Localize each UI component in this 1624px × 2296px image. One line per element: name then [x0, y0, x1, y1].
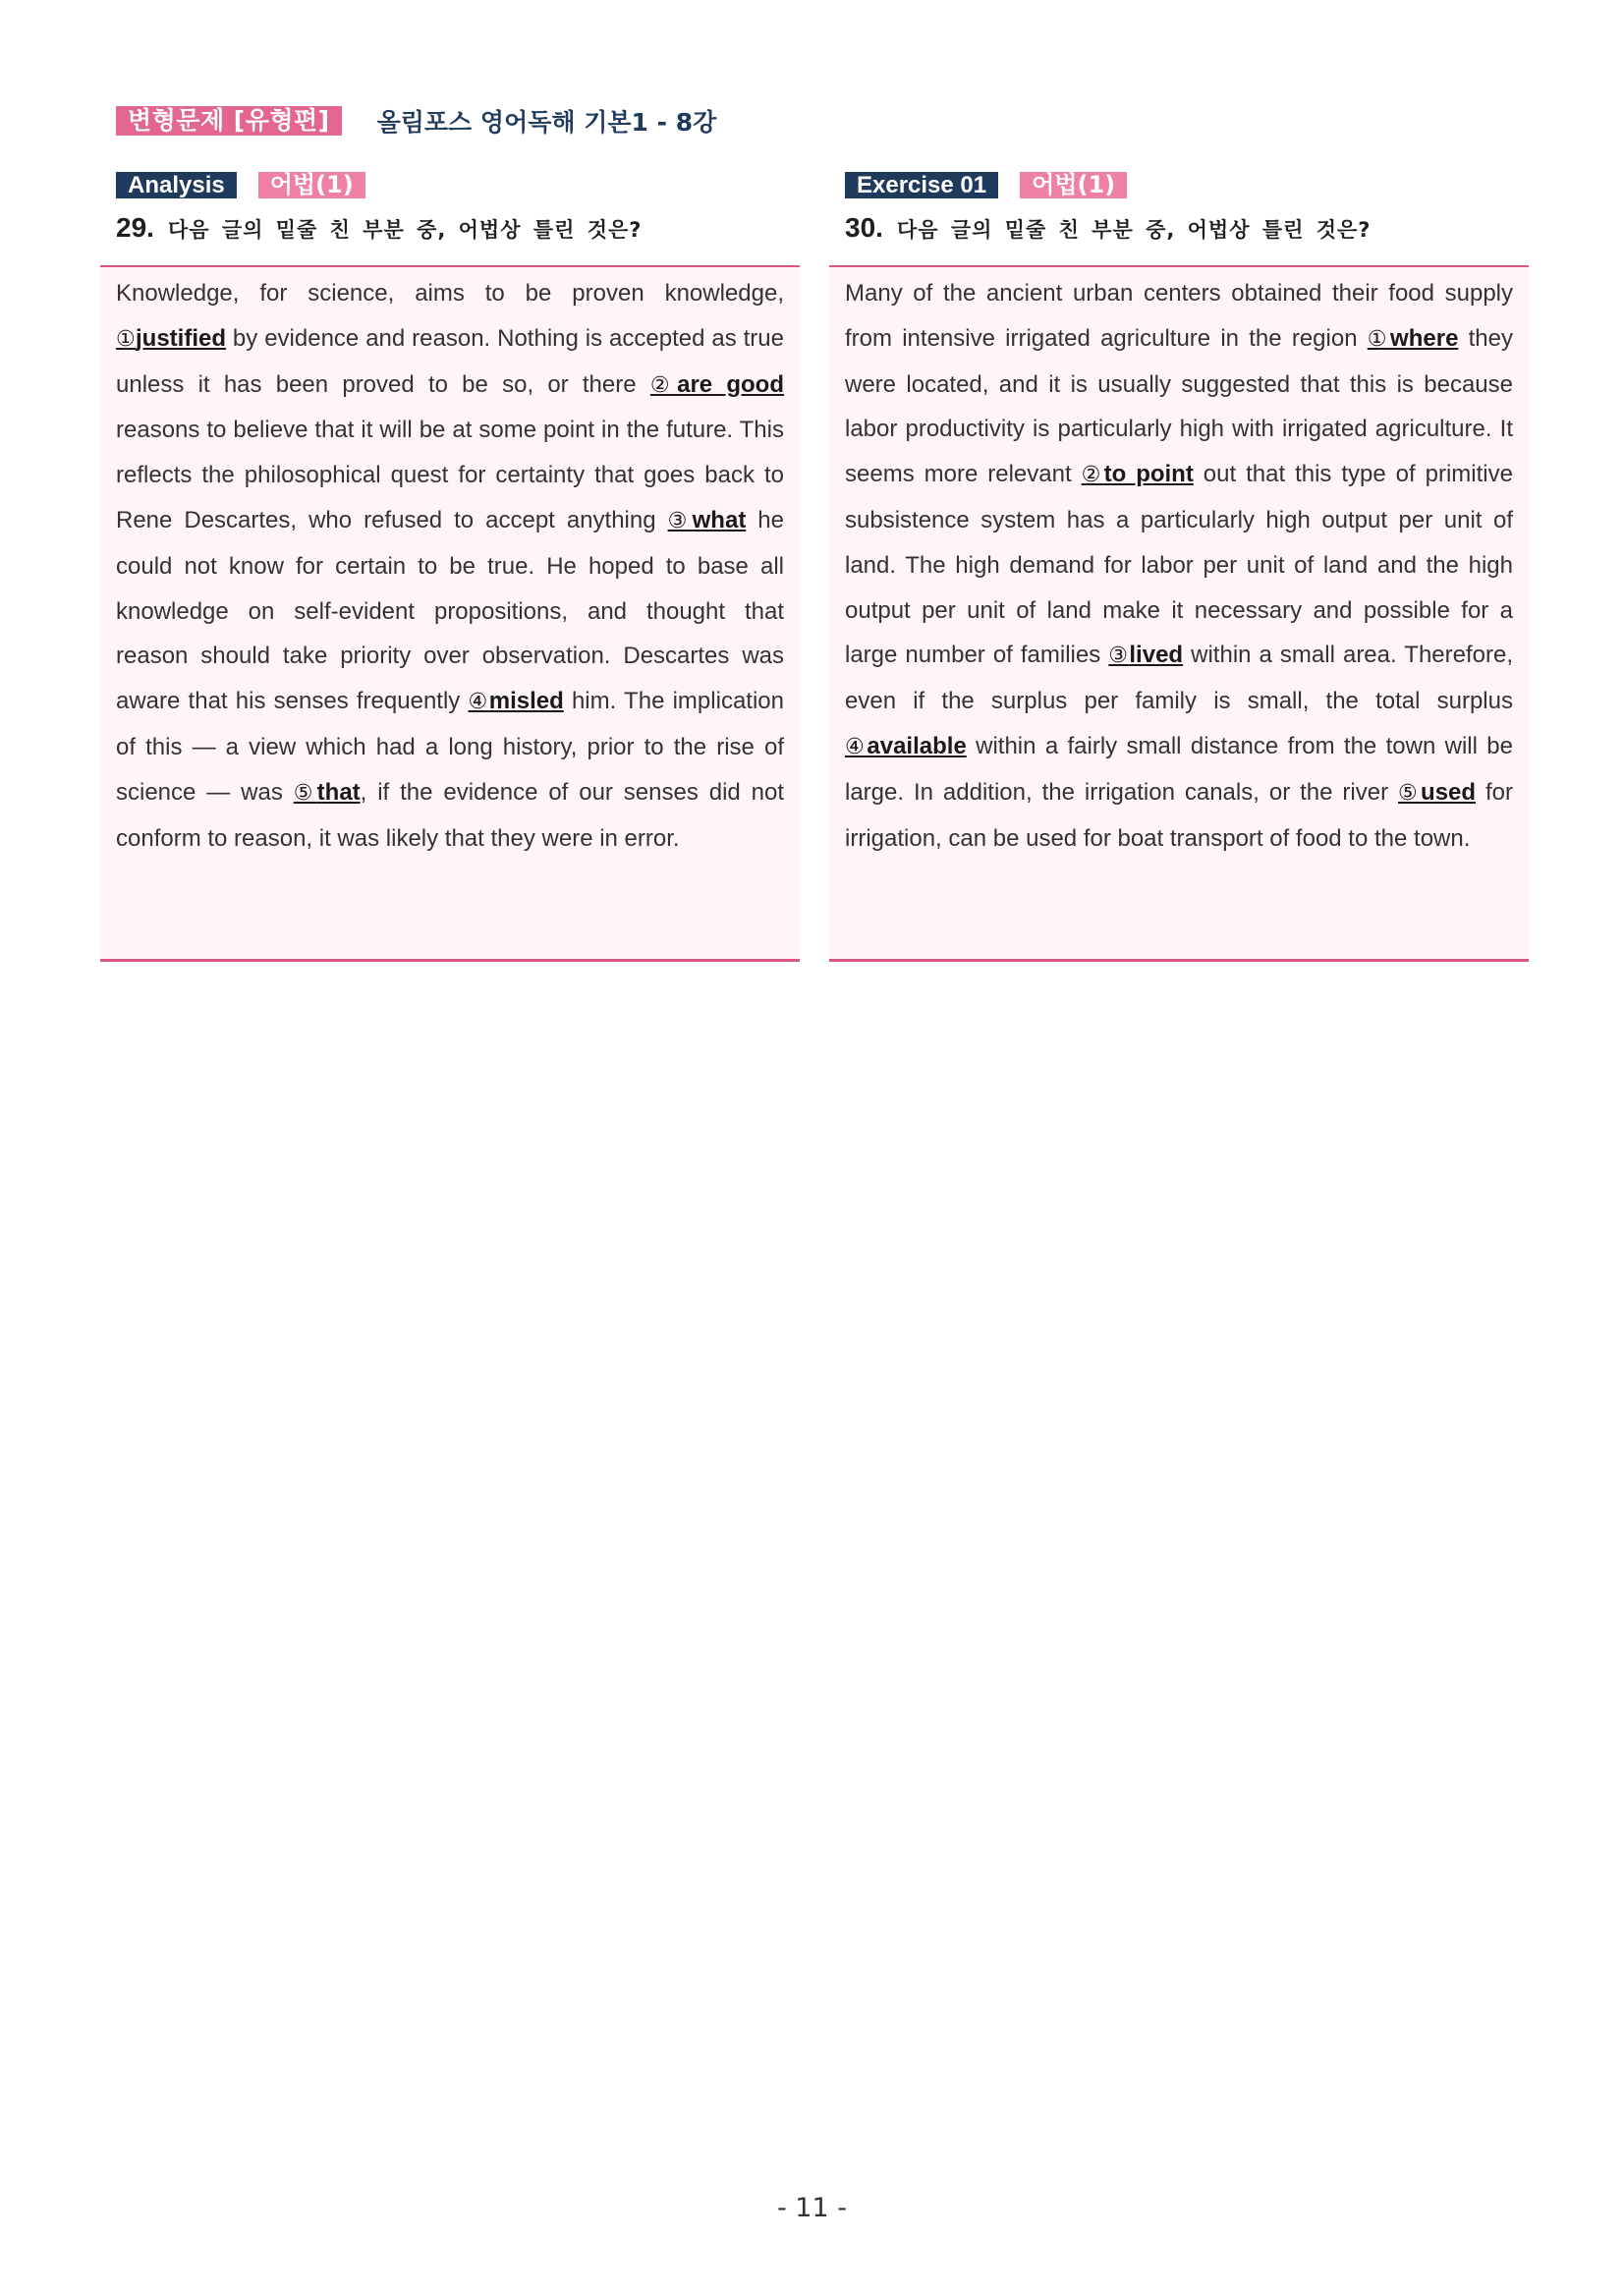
right-passage: Many of the ancient urban centers obtained their food supply from intensive irrigated agriculture in the region ①where they were located, and it is usually suggested that this is because labor productivity is particularly high with irrigated agriculture. It seems more relevant ②to point out that this type of primitive subsistence system has a particularly high output per unit of land. The high demand for labor per unit of land and the high output per unit of land make it necessary and possible for a large number of families ③lived within a small area. Therefore, even if the surplus per family is small, the total surplus ④available within a fairly small distance from the town will be large. In addition, the irrigation canals, or the river ⑤used for irrigation, can be used for boat transport of food to the town. — [845, 280, 1514, 852]
section-tag: 변형문제 [유형편] — [116, 106, 342, 136]
right-choice-4: ④available — [845, 732, 967, 759]
left-type-label: Analysis — [116, 172, 237, 198]
series-title: 올림포스 영어독해 기본1 - 8강 — [376, 108, 717, 137]
right-labels — [829, 171, 1529, 198]
left-choice-4: ④misled — [468, 688, 564, 715]
left-question — [100, 212, 800, 246]
left-choice-2: ②are good — [649, 370, 785, 398]
left-choice-5: ⑤that — [293, 778, 361, 806]
right-choice-5: ⑤used — [1398, 778, 1477, 806]
left-category-label: 어법(1) — [258, 172, 365, 198]
left-choice-3: ③what — [667, 506, 747, 533]
right-category-label: 어법(1) — [1020, 172, 1127, 198]
right-type-label: Exercise 01 — [845, 172, 998, 198]
right-column — [829, 171, 1529, 962]
right-choice-2: ②to point — [1081, 461, 1194, 488]
left-passage-box — [100, 265, 800, 962]
left-question-text: 다음 글의 밑줄 친 부분 중, 어법상 틀린 것은? — [167, 218, 643, 242]
left-column — [100, 171, 800, 962]
left-labels — [100, 171, 800, 198]
page-number: - 11 - — [776, 2193, 847, 2223]
right-question-text: 다음 글의 밑줄 친 부분 중, 어법상 틀린 것은? — [896, 218, 1372, 242]
left-choice-1: ①justified — [116, 324, 226, 352]
right-passage-box — [829, 265, 1529, 962]
page-header — [116, 104, 716, 138]
left-question-number: 29. — [116, 212, 154, 243]
right-question-number: 30. — [845, 212, 883, 243]
left-passage: Knowledge, for science, aims to be proven knowledge, ①justified by evidence and reason. Nothing is accepted as true unless it has been proved to be so, or there ②are good reasons to believe that it will be at some point in the future. This reflects the philosophical quest for certainty that goes back to Rene Descartes, who refused to accept anything ③what he could not know for certain to be true. He hoped to base all knowledge on self-evident propositions, and thought that reason should take priority over observation. Descartes was aware that his senses frequently ④misled him. The implication of this — a view which had a long history, prior to the rise of science — was ⑤that, if the evidence of our senses did not conform to reason, it was likely that they were in error. — [116, 280, 785, 852]
right-question — [829, 212, 1529, 246]
right-choice-1: ①where — [1367, 324, 1459, 352]
right-choice-3: ③lived — [1108, 642, 1184, 669]
